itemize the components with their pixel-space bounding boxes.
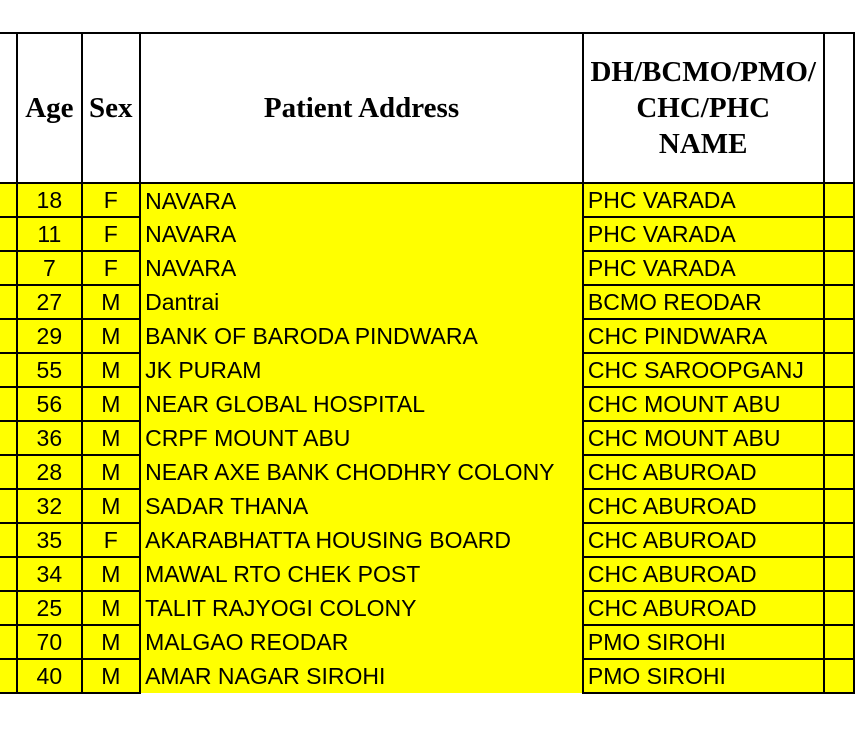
cell-next[interactable] — [824, 421, 854, 455]
cell-age[interactable]: 40 — [17, 659, 81, 693]
cell-sex[interactable]: M — [82, 625, 141, 659]
cell-prev[interactable] — [0, 387, 17, 421]
cell-facility[interactable]: CHC SAROOPGANJ — [583, 353, 824, 387]
cell-prev[interactable] — [0, 353, 17, 387]
cell-next[interactable] — [824, 523, 854, 557]
cell-next[interactable] — [824, 455, 854, 489]
cell-facility[interactable]: CHC ABUROAD — [583, 489, 824, 523]
cell-address[interactable]: CRPF MOUNT ABU — [140, 421, 583, 455]
cell-address[interactable]: BANK OF BARODA PINDWARA — [140, 319, 583, 353]
cell-age[interactable]: 29 — [17, 319, 81, 353]
cell-next[interactable] — [824, 285, 854, 319]
header-cell-prev[interactable] — [0, 33, 17, 183]
cell-age[interactable]: 7 — [17, 251, 81, 285]
cell-address[interactable]: TALIT RAJYOGI COLONY — [140, 591, 583, 625]
cell-facility[interactable]: CHC ABUROAD — [583, 591, 824, 625]
cell-sex[interactable]: M — [82, 489, 141, 523]
cell-facility[interactable]: CHC MOUNT ABU — [583, 421, 824, 455]
patient-table — [0, 32, 855, 694]
cell-prev[interactable] — [0, 251, 17, 285]
header-address[interactable]: Patient Address — [140, 33, 583, 183]
cell-address[interactable]: AMAR NAGAR SIROHI — [140, 659, 583, 693]
cell-prev[interactable] — [0, 455, 17, 489]
table-row — [0, 421, 854, 455]
cell-facility[interactable]: CHC ABUROAD — [583, 557, 824, 591]
table-row — [0, 591, 854, 625]
cell-prev[interactable] — [0, 183, 17, 217]
cell-next[interactable] — [824, 387, 854, 421]
cell-address[interactable]: MALGAO REODAR — [140, 625, 583, 659]
cell-prev[interactable] — [0, 625, 17, 659]
cell-facility[interactable]: BCMO REODAR — [583, 285, 824, 319]
cell-age[interactable]: 25 — [17, 591, 81, 625]
cell-prev[interactable] — [0, 421, 17, 455]
cell-age[interactable]: 11 — [17, 217, 81, 251]
cell-prev[interactable] — [0, 285, 17, 319]
table-row — [0, 183, 854, 217]
cell-next[interactable] — [824, 489, 854, 523]
cell-facility[interactable]: PMO SIROHI — [583, 659, 824, 693]
header-facility-line3: NAME — [658, 128, 748, 160]
header-age[interactable]: Age — [17, 33, 81, 183]
header-cell-next[interactable] — [824, 33, 854, 183]
cell-prev[interactable] — [0, 523, 17, 557]
table-row — [0, 625, 854, 659]
cell-address[interactable]: SADAR THANA — [140, 489, 583, 523]
cell-next[interactable] — [824, 591, 854, 625]
cell-facility[interactable]: PHC VARADA — [583, 183, 824, 217]
cell-sex[interactable]: M — [82, 387, 141, 421]
cell-age[interactable]: 27 — [17, 285, 81, 319]
cell-age[interactable]: 56 — [17, 387, 81, 421]
cell-age[interactable]: 70 — [17, 625, 81, 659]
cell-age[interactable]: 32 — [17, 489, 81, 523]
cell-prev[interactable] — [0, 557, 17, 591]
cell-address[interactable]: NEAR GLOBAL HOSPITAL — [140, 387, 583, 421]
cell-sex[interactable]: M — [82, 659, 141, 693]
table-row — [0, 659, 854, 693]
cell-address[interactable]: JK PURAM — [140, 353, 583, 387]
cell-facility[interactable]: CHC PINDWARA — [583, 319, 824, 353]
cell-facility[interactable]: CHC ABUROAD — [583, 523, 824, 557]
cell-address[interactable]: MAWAL RTO CHEK POST — [140, 557, 583, 591]
cell-sex[interactable]: M — [82, 455, 141, 489]
cell-prev[interactable] — [0, 591, 17, 625]
cell-next[interactable] — [824, 251, 854, 285]
cell-prev[interactable] — [0, 489, 17, 523]
cell-prev[interactable] — [0, 659, 17, 693]
cell-sex[interactable]: F — [82, 251, 141, 285]
cell-facility[interactable]: PHC VARADA — [583, 217, 824, 251]
table-row — [0, 557, 854, 591]
table-row — [0, 319, 854, 353]
table-row — [0, 387, 854, 421]
table-row — [0, 353, 854, 387]
cell-sex[interactable]: M — [82, 421, 141, 455]
cell-age[interactable]: 28 — [17, 455, 81, 489]
cell-sex[interactable]: M — [82, 557, 141, 591]
table-row — [0, 285, 854, 319]
cell-next[interactable] — [824, 557, 854, 591]
header-row — [0, 33, 854, 183]
table-row — [0, 489, 854, 523]
cell-sex[interactable]: M — [82, 319, 141, 353]
cell-next[interactable] — [824, 659, 854, 693]
table-row — [0, 217, 854, 251]
cell-address[interactable]: AKARABHATTA HOUSING BOARD — [140, 523, 583, 557]
cell-next[interactable] — [824, 353, 854, 387]
table-row — [0, 523, 854, 557]
cell-address[interactable]: Dantrai — [140, 285, 583, 319]
cell-age[interactable]: 55 — [17, 353, 81, 387]
header-facility[interactable] — [583, 33, 824, 183]
cell-address[interactable]: NAVARA — [140, 217, 583, 251]
cell-address[interactable]: NAVARA — [140, 251, 583, 285]
cell-age[interactable]: 34 — [17, 557, 81, 591]
cell-prev[interactable] — [0, 319, 17, 353]
cell-address[interactable]: NAVARA — [140, 183, 583, 217]
table-row — [0, 455, 854, 489]
cell-next[interactable] — [824, 319, 854, 353]
cell-age[interactable]: 18 — [17, 183, 81, 217]
header-sex[interactable]: Sex — [82, 33, 141, 183]
cell-sex[interactable]: M — [82, 353, 141, 387]
cell-age[interactable]: 35 — [17, 523, 81, 557]
cell-facility[interactable]: PMO SIROHI — [583, 625, 824, 659]
cell-next[interactable] — [824, 217, 854, 251]
cell-sex[interactable]: F — [82, 523, 141, 557]
cell-next[interactable] — [824, 183, 854, 217]
header-facility-line2: CHC/PHC — [636, 92, 771, 124]
cell-sex[interactable]: M — [82, 285, 141, 319]
cell-sex[interactable]: F — [82, 183, 141, 217]
cell-next[interactable] — [824, 625, 854, 659]
cell-sex[interactable]: F — [82, 217, 141, 251]
cell-facility[interactable]: PHC VARADA — [583, 251, 824, 285]
cell-age[interactable]: 36 — [17, 421, 81, 455]
header-facility-line1: DH/BCMO/PMO/ — [590, 56, 816, 88]
cell-sex[interactable]: M — [82, 591, 141, 625]
cell-address[interactable]: NEAR AXE BANK CHODHRY COLONY — [140, 455, 583, 489]
cell-prev[interactable] — [0, 217, 17, 251]
cell-facility[interactable]: CHC MOUNT ABU — [583, 387, 824, 421]
table-row — [0, 251, 854, 285]
cell-facility[interactable]: CHC ABUROAD — [583, 455, 824, 489]
